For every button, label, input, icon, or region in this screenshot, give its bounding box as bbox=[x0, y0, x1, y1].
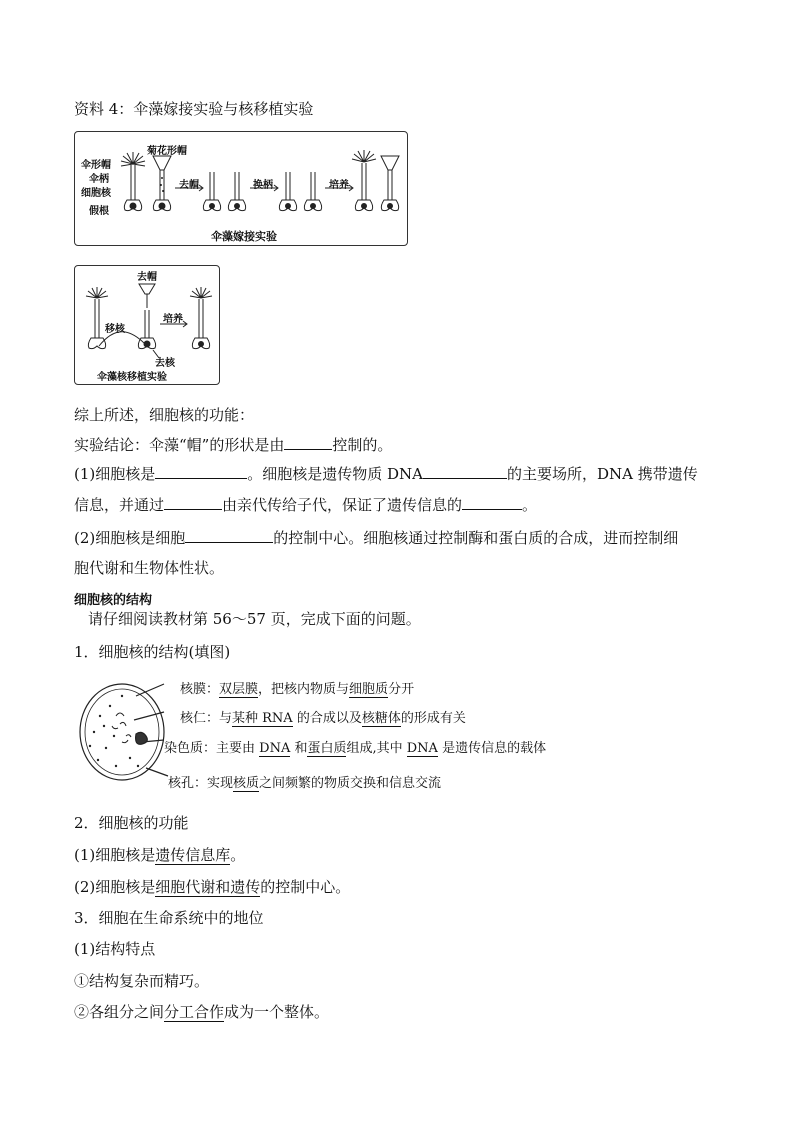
membrane-line bbox=[180, 678, 414, 697]
label-move-nucleus: 移核 bbox=[105, 324, 125, 335]
nuclear-transplant-figure bbox=[74, 265, 220, 385]
feature-2 bbox=[74, 1001, 329, 1022]
blank-p1-1[interactable] bbox=[155, 464, 247, 479]
chromatin-line bbox=[164, 737, 546, 756]
nuclear-inner-membrane bbox=[85, 689, 159, 775]
label-nucleus: 细胞核 bbox=[81, 188, 111, 199]
pore-post: 之间频繁的物质交换和信息交流 bbox=[259, 776, 442, 791]
section-2-title: 2．细胞核的功能 bbox=[74, 814, 189, 832]
conclusion-text-pre: 实验结论：伞藻“帽”的形状是由 bbox=[74, 436, 285, 454]
nucleolus-answer-2: 核糖体 bbox=[361, 711, 401, 726]
membrane-pre: 核膜： bbox=[180, 682, 220, 697]
conclusion-text-post: 控制的。 bbox=[332, 436, 393, 454]
summary-line: 综上所述，细胞核的功能： bbox=[74, 406, 255, 424]
p1-text-d: 信息，并通过 bbox=[74, 496, 165, 514]
nuclear-outer-membrane bbox=[80, 684, 164, 780]
label-umbrella-cap: 伞形帽 bbox=[81, 160, 111, 171]
blank-conclusion[interactable] bbox=[284, 435, 332, 450]
chromatin-answer-2: 蛋白质 bbox=[307, 741, 347, 756]
f2-post: 的控制中心。 bbox=[260, 878, 351, 896]
structure-title: 细胞核的结构 bbox=[74, 593, 153, 608]
structure-features-title: (1)结构特点 bbox=[74, 940, 156, 958]
blank-p1-4[interactable] bbox=[462, 495, 522, 510]
function-1-line-2 bbox=[74, 494, 537, 515]
nucleolus-answer-1: 某种 RNA bbox=[232, 711, 293, 726]
f1-pre: (1)细胞核是 bbox=[74, 846, 156, 864]
feature-2-post: 成为一个整体。 bbox=[224, 1003, 330, 1021]
feature-2-answer: 分工合作 bbox=[164, 1003, 225, 1021]
label-remove-nucleus: 去核 bbox=[155, 358, 175, 369]
membrane-post: 分开 bbox=[388, 682, 415, 697]
label-chrysanthemum-cap: 菊花形帽 bbox=[147, 146, 187, 157]
label-culture: 培养 bbox=[329, 180, 349, 191]
reading-instruction: 请仔细阅读教材第 56～57 页，完成下面的问题。 bbox=[88, 610, 421, 628]
chromatin-answer-1: DNA bbox=[259, 741, 291, 756]
f2-answer: 细胞代谢和遗传 bbox=[155, 878, 261, 896]
section-3-title: 3．细胞在生命系统中的地位 bbox=[74, 909, 264, 927]
function-answer-2 bbox=[74, 876, 350, 897]
f1-post: 。 bbox=[230, 846, 246, 864]
membrane-answer-1: 双层膜 bbox=[219, 682, 259, 697]
figure-caption-grafting: 伞藻嫁接实验 bbox=[211, 230, 277, 243]
chromatin-mid-1: 和 bbox=[290, 741, 308, 756]
p2-text-b: 的控制中心。细胞核通过控制酶和蛋白质的合成，进而控制细 bbox=[273, 529, 679, 547]
blank-p1-3[interactable] bbox=[164, 495, 222, 510]
grafting-experiment-figure bbox=[74, 131, 408, 246]
chrysanthemum-cap-organism bbox=[153, 156, 171, 211]
label-remove-cap: 去帽 bbox=[179, 180, 199, 191]
label-swap-stalk: 换柄 bbox=[253, 180, 273, 191]
nucleus-diagram bbox=[76, 676, 176, 786]
nucleolus-post: 的形成有关 bbox=[400, 711, 466, 726]
p1-text-f: 。 bbox=[522, 496, 538, 514]
label-rhizoid: 假根 bbox=[89, 206, 109, 217]
p1-text-e: 由亲代传给子代，保证了遗传信息的 bbox=[222, 496, 463, 514]
feature-2-pre: ②各组分之间 bbox=[74, 1003, 165, 1021]
nucleolus-mid: 的合成以及 bbox=[292, 711, 362, 726]
membrane-answer-2: 细胞质 bbox=[349, 682, 389, 697]
label-stalk: 伞柄 bbox=[89, 174, 109, 185]
function-2-line-2: 胞代谢和生物体性状。 bbox=[74, 559, 225, 577]
p2-text-a: (2)细胞核是细胞 bbox=[74, 529, 186, 547]
function-2-line-1 bbox=[74, 527, 678, 548]
membrane-mid: ，把核内物质与 bbox=[258, 682, 350, 697]
blank-p1-2[interactable] bbox=[423, 464, 507, 479]
f2-pre: (2)细胞核是 bbox=[74, 878, 156, 896]
section-1-title: 1．细胞核的结构(填图) bbox=[74, 643, 231, 661]
feature-1: ①结构复杂而精巧。 bbox=[74, 972, 210, 990]
pore-pre: 核孔：实现 bbox=[168, 776, 234, 791]
chromatin-pre: 染色质：主要由 bbox=[164, 741, 260, 756]
chromatin-answer-3: DNA bbox=[406, 741, 438, 756]
label-remove-cap-2: 去帽 bbox=[137, 272, 157, 283]
f1-answer: 遗传信息库 bbox=[155, 846, 231, 864]
pore-answer: 核质 bbox=[233, 776, 260, 791]
transplant-diagram bbox=[75, 266, 219, 384]
conclusion-line bbox=[74, 434, 392, 455]
pore-line bbox=[168, 772, 441, 791]
p1-text-c: 的主要场所，DNA 携带遗传 bbox=[507, 465, 698, 483]
chromatin-mid-2: 组成,其中 bbox=[346, 741, 407, 756]
p1-text-a: (1)细胞核是 bbox=[74, 465, 156, 483]
nucleolus-pre: 核仁：与 bbox=[180, 711, 233, 726]
blank-p2-1[interactable] bbox=[185, 528, 273, 543]
umbrella-cap-organism-1 bbox=[121, 152, 145, 211]
nucleolus-line bbox=[180, 707, 466, 726]
function-1-line-1 bbox=[74, 463, 698, 484]
function-answer-1 bbox=[74, 844, 245, 865]
p1-text-b: 。细胞核是遗传物质 DNA bbox=[247, 465, 424, 483]
section-heading: 资料 4：伞藻嫁接实验与核移植实验 bbox=[74, 100, 314, 118]
figure-caption-transplant: 伞藻核移植实验 bbox=[97, 372, 167, 383]
chromatin-post: 是遗传信息的载体 bbox=[437, 741, 547, 756]
label-culture-2: 培养 bbox=[163, 314, 183, 325]
